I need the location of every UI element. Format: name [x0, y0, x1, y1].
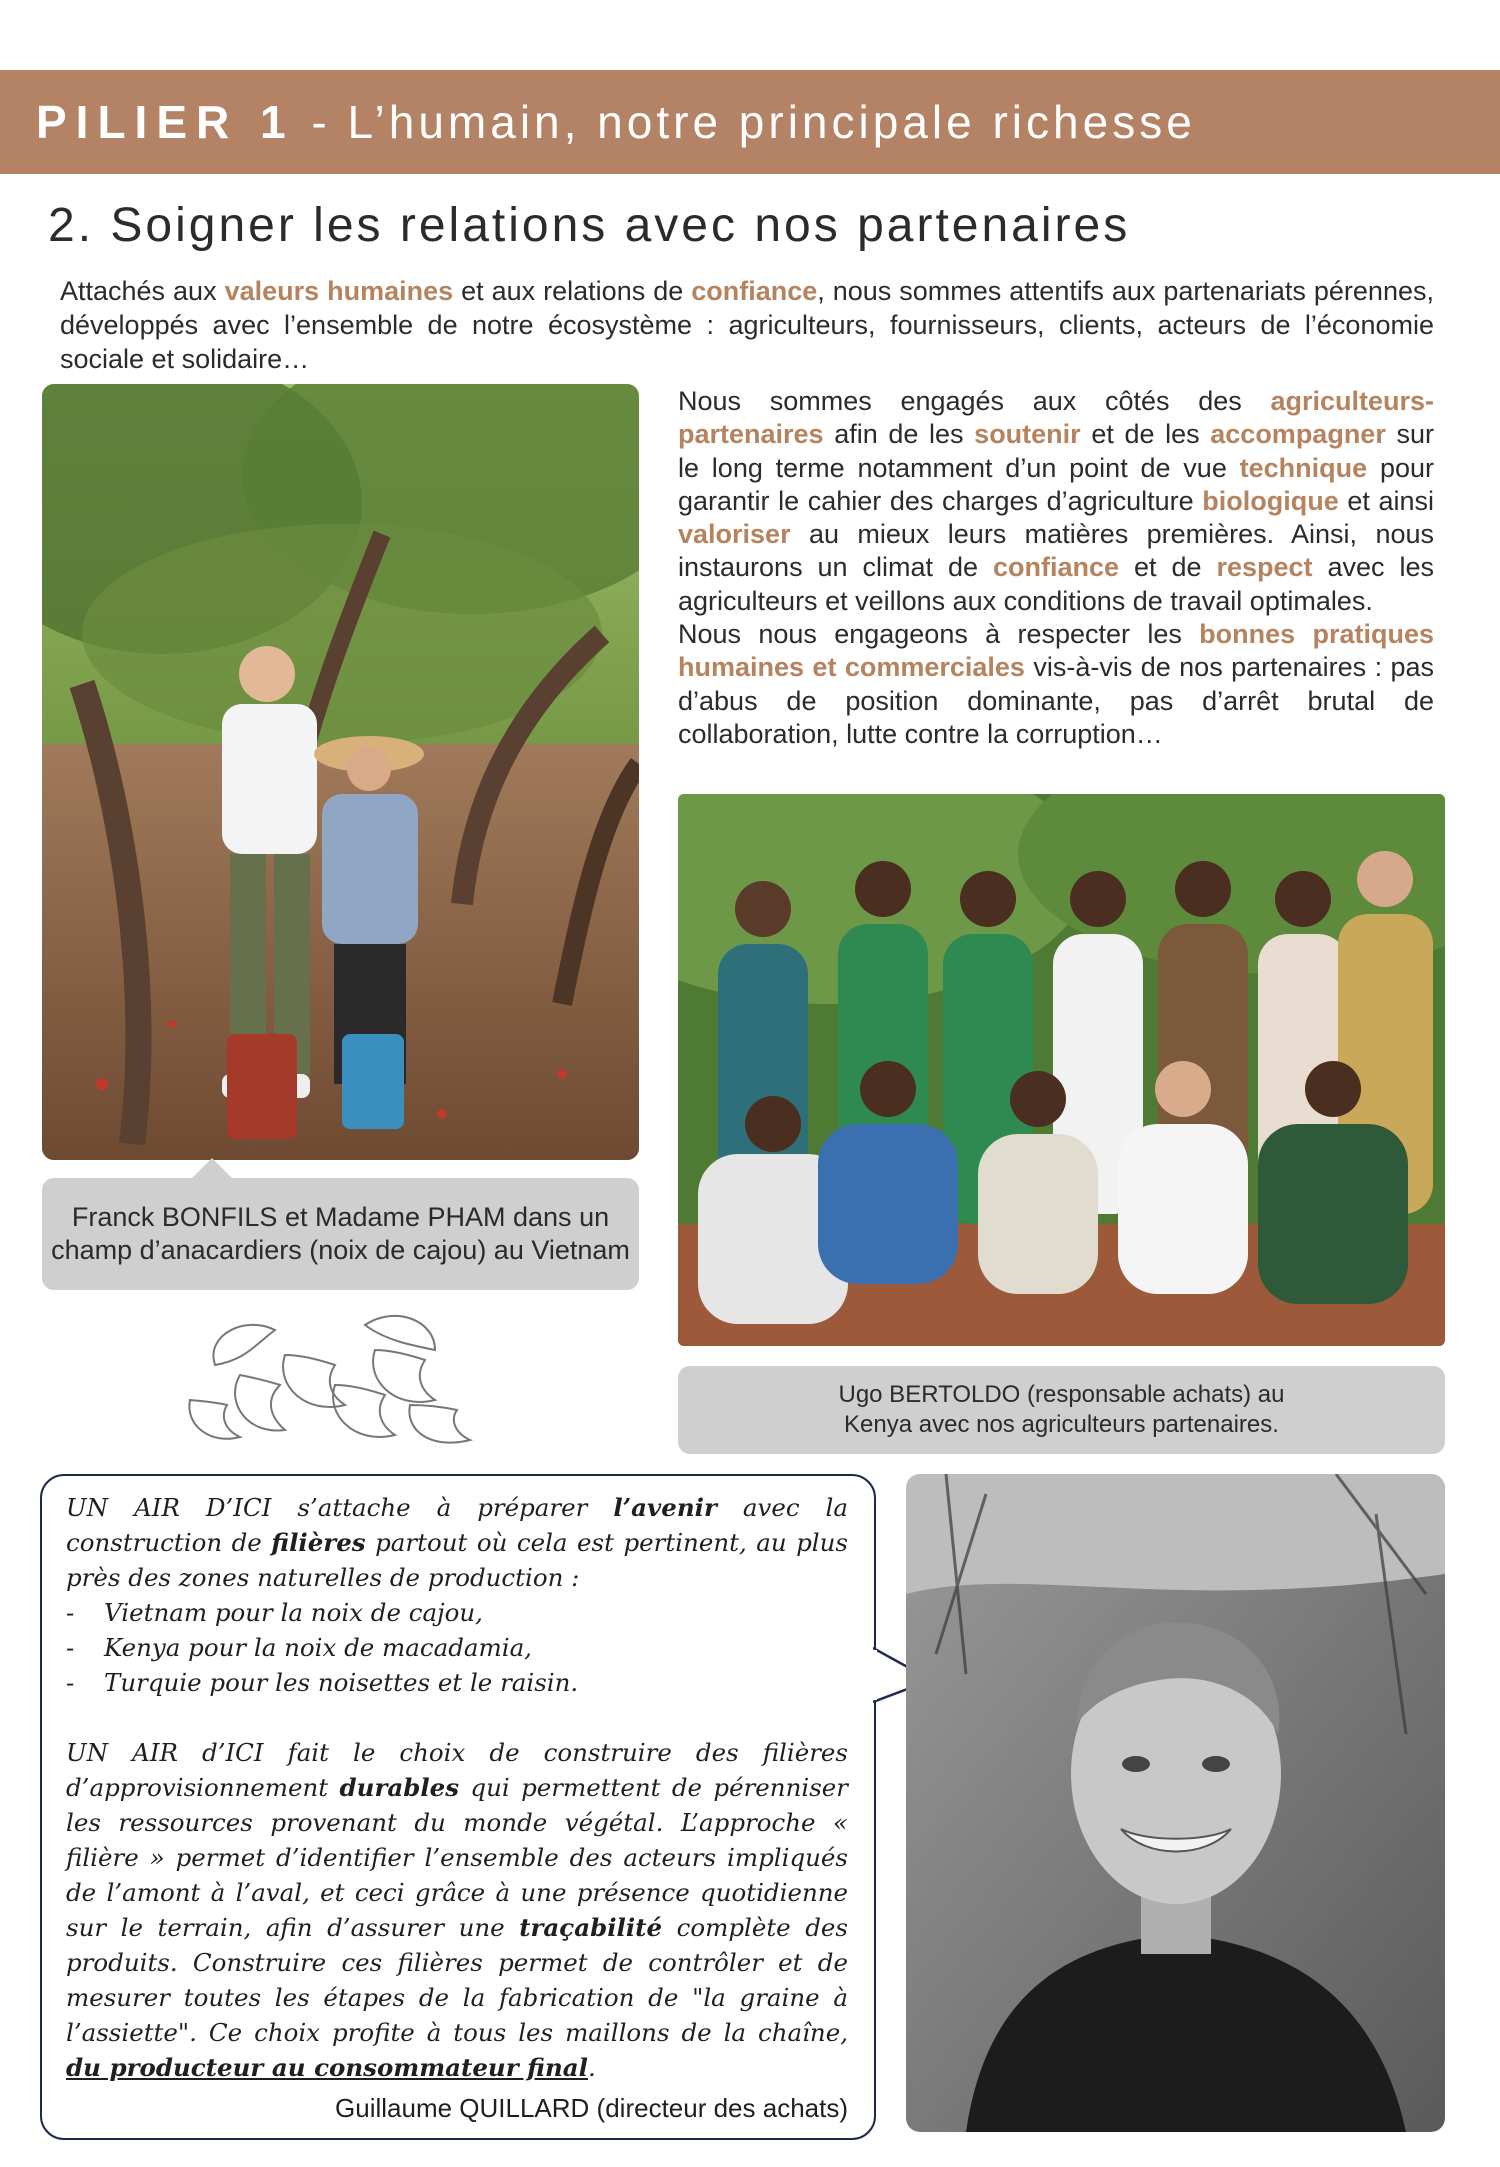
caption-line: Ugo BERTOLDO (responsable achats) au [838, 1381, 1285, 1408]
caption-photo-orchard [42, 1178, 639, 1290]
quote-paragraph-1 [66, 1490, 848, 1595]
intro-highlight: valeurs humaines [224, 276, 454, 306]
body-text: avec les agriculteurs et veillons aux conditions de travail optimales. [678, 552, 1434, 616]
caption-photo-kenya [678, 1366, 1445, 1454]
highlight: bonnes pratiques humaines et commerciales [678, 619, 1435, 683]
list-item [66, 1665, 848, 1700]
pillar-banner [0, 70, 1500, 174]
list-dash: - [66, 1668, 75, 1697]
right-column-text [678, 385, 1434, 751]
section-title: 2. Soigner les relations avec nos partenaires [48, 199, 1131, 252]
caption-pointer [190, 1158, 234, 1180]
highlight: soutenir [974, 419, 1081, 450]
quote-body: complète des produits. Construire ces filières permet de contrôler et de mesurer toutes les étapes de la fabrication de "la graine à l’assiette". Ce choix profite à tous les maillons de la chaîne, [66, 1913, 848, 2047]
intro-text: Attachés aux [60, 276, 225, 306]
quote-body: qui permettent de pérenniser les ressources provenant du monde végétal. L’approche « filière » permet d’identifier l’ensemble des acteurs impliqués de l’amont à l’aval, et ceci grâce à une présence quotidienne sur le terrain, afin d’assurer une [66, 1773, 848, 1942]
quote-body: partout où cela est pertinent, au plus près des zones naturelles de production : [66, 1528, 848, 1592]
list-item-text: Turquie pour les noisettes et le raisin. [104, 1668, 579, 1697]
quote-emphasis: traçabilité [519, 1913, 663, 1942]
intro-text: et aux relations de [453, 276, 692, 306]
quote-body: avec la construction de [66, 1493, 848, 1557]
paragraph-farmers [678, 385, 1434, 618]
quote-text [66, 1490, 848, 2085]
quote-paragraph-2 [66, 1735, 848, 2085]
quote-body: UN AIR d’ICI fait le choix de construire des filières d’approvisionnement [66, 1738, 848, 1802]
quote-emphasis: durables [339, 1773, 460, 1802]
caption-line: Kenya avec nos agriculteurs partenaires. [844, 1411, 1279, 1438]
paragraph-practices [678, 618, 1434, 751]
photo-kenya-farmers-group [678, 794, 1445, 1346]
body-text: Nous nous engageons à respecter les [678, 619, 1200, 650]
body-text: vis-à-vis de nos partenaires : pas d’abus de position dominante, pas d’arrêt brutal de collaboration, lutte contre la corruption… [678, 652, 1434, 749]
quote-signature: Guillaume QUILLARD (directeur des achats) [335, 2093, 848, 2123]
body-text: et ainsi [1338, 485, 1434, 516]
intro-text: , nous sommes attentifs aux partenariats pérennes, développés avec l’ensemble de notre écosystème : agriculteurs, fournisseurs, clients, acteurs de l’économie sociale et solidaire… [60, 276, 1434, 374]
cashew-illustration [185, 1305, 485, 1455]
list-dash: - [66, 1598, 75, 1627]
body-text: et de les [1080, 419, 1211, 450]
highlight: accompagner [1210, 419, 1386, 450]
highlight: agriculteurs-partenaires [678, 386, 1434, 450]
photo-cashew-orchard [42, 384, 639, 1160]
origin-list [66, 1595, 848, 1700]
caption-text [838, 1380, 1284, 1440]
quote-emphasis: filières [271, 1528, 366, 1557]
list-item [66, 1595, 848, 1630]
list-dash: - [66, 1633, 75, 1662]
body-text: pour garantir le cahier des charges d’agriculture [678, 452, 1434, 516]
body-text: et de [1119, 552, 1217, 583]
list-item-text: Kenya pour la noix de macadamia, [104, 1633, 532, 1662]
quote-body: UN AIR D’ICI s’attache à préparer [66, 1493, 614, 1522]
caption-text: Franck BONFILS et Madame PHAM dans un champ d’anacardiers (noix de cajou) au Vietnam [51, 1202, 630, 1265]
body-text: au mieux leurs matières premières. Ainsi, nous instaurons un climat de [678, 519, 1434, 583]
highlight: confiance [992, 552, 1120, 583]
highlight: respect [1216, 552, 1313, 583]
banner-pillar-label: PILIER 1 [36, 96, 295, 148]
list-item [66, 1630, 848, 1665]
quote-emphasis: du producteur au consommateur final [66, 2053, 588, 2082]
photo-portrait-purchasing-director [906, 1474, 1445, 2132]
highlight: biologique [1202, 485, 1339, 516]
body-text: sur le long terme notamment d’un point de vue [678, 419, 1434, 483]
list-item-text: Vietnam pour la noix de cajou, [104, 1598, 483, 1627]
body-text: Nous sommes engagés aux côtés des [678, 386, 1271, 416]
intro-paragraph [60, 274, 1434, 376]
highlight: valoriser [678, 519, 791, 550]
quote-body: . [587, 2053, 596, 2082]
banner-subtitle: - L’humain, notre principale richesse [294, 96, 1196, 148]
highlight: technique [1239, 452, 1368, 483]
intro-highlight: confiance [691, 276, 818, 306]
banner-title [0, 95, 1196, 149]
quote-emphasis: l’avenir [613, 1493, 717, 1522]
body-text: afin de les [823, 419, 975, 450]
